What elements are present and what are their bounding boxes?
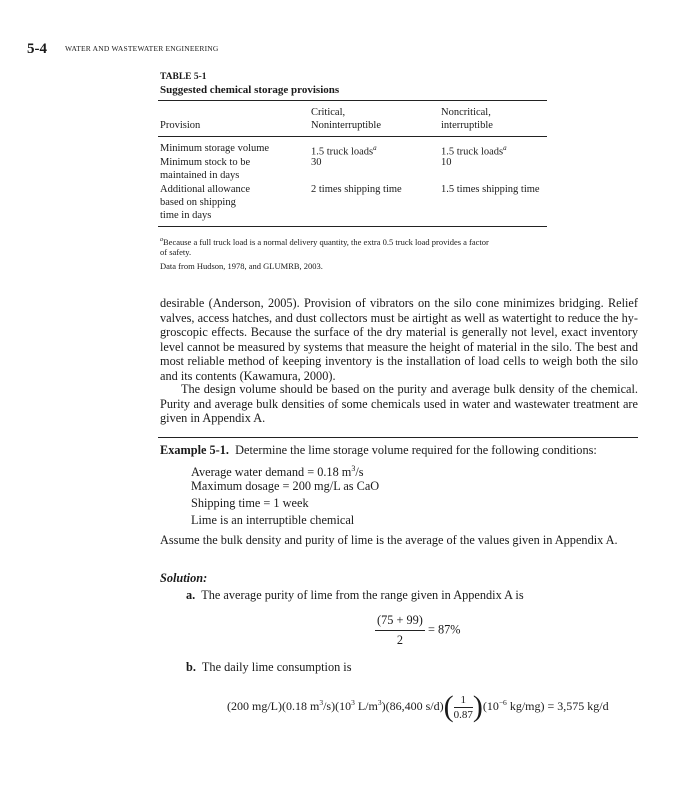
table-header-rule: [158, 136, 547, 137]
page-number: 5-4: [27, 41, 47, 57]
col-header-critical-line1: Critical,: [311, 107, 346, 118]
consumption-fraction-denominator: 0.87: [453, 708, 473, 721]
row2-noncritical: 10: [441, 157, 452, 168]
table-footnote-cont: of safety.: [160, 247, 192, 257]
consumption-fraction-numerator: 1: [454, 694, 473, 708]
row3-provision-line1: Additional allowance: [160, 184, 251, 195]
solution-step-a: a. The average purity of lime from the range given in Appendix A is: [186, 588, 524, 602]
row3-provision-line3: time in days: [160, 210, 212, 221]
example-label: Example 5-1.: [160, 443, 229, 457]
table-top-rule: [158, 100, 547, 101]
col-header-critical-line2: Noninterruptible: [311, 120, 381, 131]
body-paragraph-1: desirable (Anderson, 2005). Provision of vibrators on the silo cone minimizes bridging. Relief valves, access hatches, and dust collectors must be airtight as well as watertight to reduce the hy-groscopic effects. Because the surface of the dry material is generally not level, exact inventory level cannot be measured by systems that measure the height of material in the silo. The best and most reliable method of keeping inventory is the installation of load cells to weigh both the silo and its contents (Kawamura, 2000).: [160, 296, 638, 383]
row3-noncritical: 1.5 times shipping time: [441, 184, 540, 195]
col-header-noncritical-line1: Noncritical,: [441, 107, 491, 118]
solution-step-b: b. The daily lime consumption is: [186, 660, 352, 674]
row1-provision: Minimum storage volume: [160, 143, 270, 154]
example-top-rule: [158, 437, 638, 438]
condition-water-demand: Average water demand = 0.18 $m^3/s$: [191, 464, 364, 480]
col-header-noncritical-line2: interruptible: [441, 120, 493, 131]
row1-noncritical: 1.5 truck loads$^a$: [441, 144, 507, 158]
purity-result: = 87%: [427, 622, 461, 637]
table-bottom-rule: [158, 226, 547, 227]
example-statement: Example 5-1. Determine the lime storage volume required for the following conditions:: [160, 443, 597, 457]
table-title: Suggested chemical storage provisions: [160, 84, 340, 96]
purity-fraction-numerator: (75 + 99): [375, 613, 425, 631]
condition-interruptible: Lime is an interruptible chemical: [191, 513, 355, 527]
purity-equation: [375, 613, 461, 648]
col-header-provision: Provision: [160, 120, 201, 131]
row2-provision-line1: Minimum stock to be: [160, 157, 251, 168]
running-title: WATER AND WASTEWATER ENGINEERING: [65, 44, 219, 53]
row1-critical: 1.5 truck loads$^a$: [311, 144, 377, 158]
row3-provision-line2: based on shipping: [160, 197, 236, 208]
row3-critical: 2 times shipping time: [311, 184, 402, 195]
table-label: TABLE 5-1: [160, 72, 207, 82]
page-header: [27, 40, 219, 58]
body-paragraph-2: The design volume should be based on the purity and average bulk density of the chemical. Purity and average bulk densities of some chemicals used in water and wastewater treatment are given in Appendix A.: [160, 382, 638, 426]
row2-provision-line2: maintained in days: [160, 170, 240, 181]
row2-critical: 30: [311, 157, 322, 168]
solution-heading: Solution:: [160, 571, 208, 585]
daily-consumption-equation: (200 mg/L)(0.18 $m^3/s)(10^3$ $L/m^3)(86,400$ s/d)( $\frac{1}{0.87}$ )($10^{-6}$ kg/mg) = 3,575 kg/d: [227, 690, 609, 723]
example-assumption: Assume the bulk density and purity of lime is the average of the values given in Appendix A.: [160, 533, 618, 547]
table-footnote: $^a$Because a full truck load is a normal delivery quantity, the extra 0.5 truck load provides a factor: [160, 236, 489, 247]
condition-dosage: Maximum dosage = 200 mg/L as CaO: [191, 479, 380, 493]
condition-shipping-time: Shipping time = 1 week: [191, 496, 309, 510]
purity-fraction-denominator: 2: [396, 633, 404, 647]
table-source: Data from Hudson, 1978, and GLUMRB, 2003.: [160, 261, 323, 271]
